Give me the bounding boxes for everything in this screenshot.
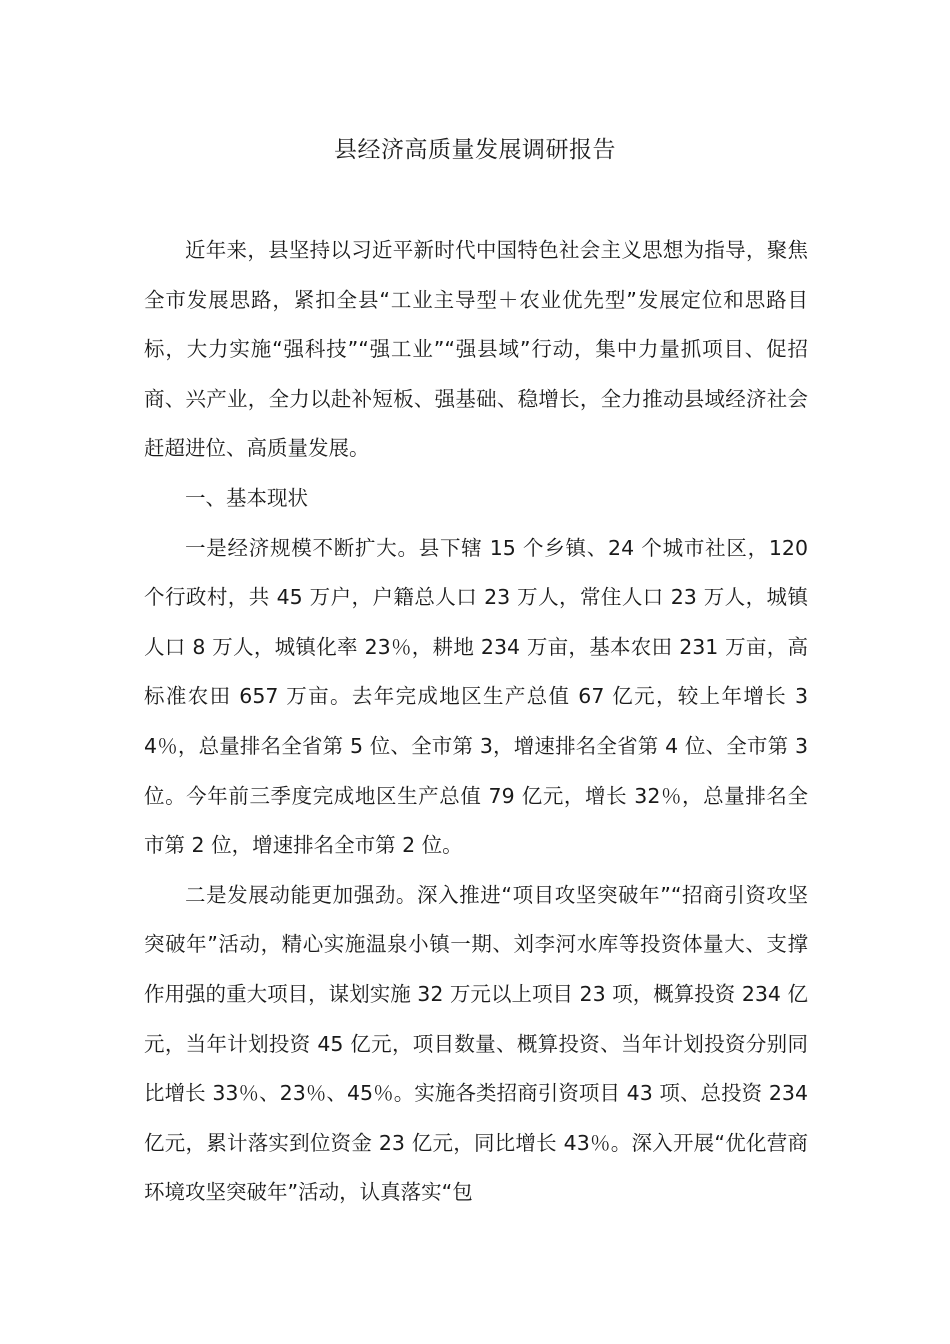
paragraph-intro: 近年来，县坚持以习近平新时代中国特色社会主义思想为指导，聚焦全市发展思路，紧扣全县“工业主导型＋农业优先型”发展定位和思路目标，大力实施“强科技”“强工业”“强县域”行动，集中力量抓项目、促招商、兴产业，全力以赴补短板、强基础、稳增长，全力推动县域经济社会赶超进位、高质量发展。 xyxy=(144,238,808,461)
document-title: 县经济高质量发展调研报告 xyxy=(334,137,616,163)
paragraph-economic-scale: 一是经济规模不断扩大。县下辖 15 个乡镇、24 个城市社区，120 个行政村，共 45 万户，户籍总人口 23 万人，常住人口 23 万人，城镇人口 8 万人，城镇化率 23％，耕地 234 万亩，基本农田 231 万亩，高标准农田 657 万亩。去年完成地区生产总值 67 亿元，较上年增长 34％，总量排名全省第 5 位、全市第 3，增速排名全省第 4 位、全市第 3 位。今年前三季度完成地区生产总值 79 亿元，增长 32％，总量排名全市第 2 位，增速排名全市第 2 位。 xyxy=(144,535,808,858)
paragraph-development-momentum: 二是发展动能更加强劲。深入推进“项目攻坚突破年”“招商引资攻坚突破年”活动，精心实施温泉小镇一期、刘李河水库等投资体量大、支撑作用强的重大项目，谋划实施 32 万元以上项目 23 项，概算投资 234 亿元，当年计划投资 45 亿元，项目数量、概算投资、当年计划投资分别同比增长 33％、23％、45％。实施各类招商引资项目 43 项、总投资 234 亿元，累计落实到位资金 23 亿元，同比增长 43％。深入开展“优化营商环境攻坚突破年”活动，认真落实“包 xyxy=(144,882,808,1205)
section-heading: 一、基本现状 xyxy=(185,485,308,510)
document-body xyxy=(144,226,808,1218)
